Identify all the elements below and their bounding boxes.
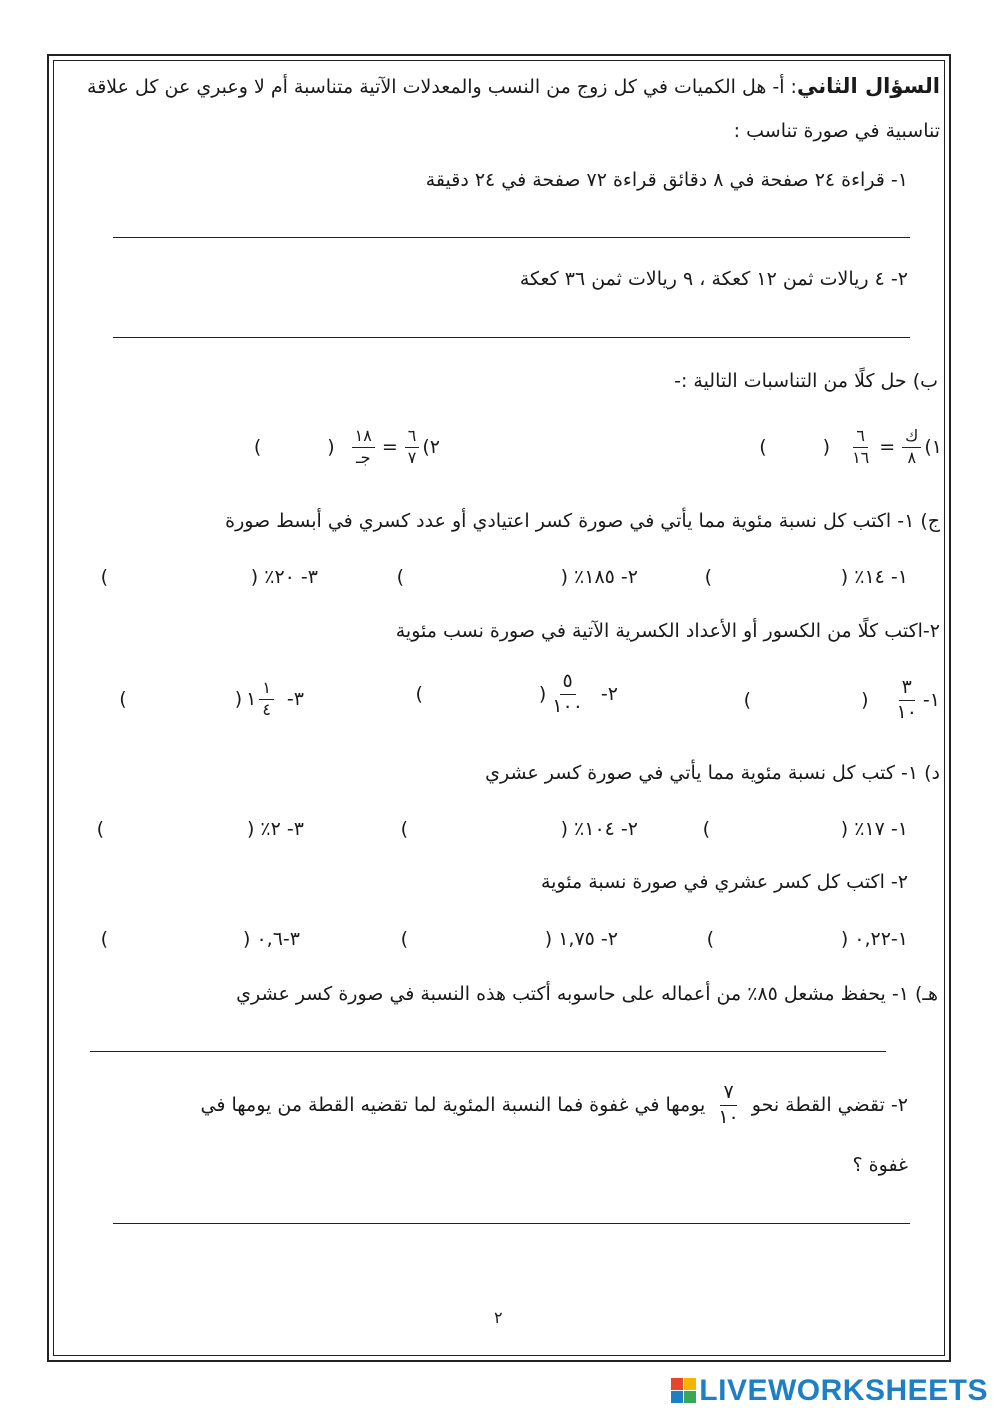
fraction-numerator: ٧ xyxy=(720,1083,736,1106)
proportion-2-lhs-denominator: ٧ xyxy=(407,447,417,467)
fraction-numerator: ١ xyxy=(259,680,274,700)
question-2-intro xyxy=(87,76,940,97)
proportion-2-rhs-numerator: ١٨ xyxy=(352,428,375,448)
proportion-1-answer-box[interactable] xyxy=(767,437,823,457)
part-d-row2-item1-close: ) xyxy=(706,928,714,950)
part-c-row2-item3-answer-box[interactable] xyxy=(127,689,235,709)
proportion-2-answer-box[interactable] xyxy=(261,437,327,457)
part-d-row1-item2-close: ) xyxy=(400,818,408,840)
fraction-numerator: ٣ xyxy=(899,678,915,701)
fraction-denominator: ٤ xyxy=(262,699,271,719)
part-c-row2-item2-answer-box[interactable] xyxy=(423,684,539,704)
part-c-row2-item3-close: ) xyxy=(119,687,127,710)
part-c-row2-item2 xyxy=(415,672,618,717)
proportion-1-answer-open: ( xyxy=(822,435,831,458)
part-c-row2-item1 xyxy=(744,678,940,723)
part-c-row2-item2-close: ) xyxy=(415,682,423,705)
mixed-fraction xyxy=(259,680,274,719)
fraction-denominator: ١٠ xyxy=(718,1105,739,1128)
part-e-q2-fraction xyxy=(715,1083,741,1128)
part-d-sub2-title: ٢- اكتب كل كسر عشري في صورة نسبة مئوية xyxy=(540,871,908,893)
part-c-row2-item2-open: ( xyxy=(538,682,547,705)
fraction-denominator: ١٠٠ xyxy=(552,694,583,717)
proportion-1 xyxy=(759,428,942,467)
proportion-1-lhs-fraction xyxy=(902,428,921,467)
fraction-denominator: ١٠ xyxy=(896,700,917,723)
proportion-2-equals: = xyxy=(381,435,398,458)
answer-line-e1[interactable] xyxy=(90,1051,886,1052)
proportion-1-rhs-denominator: ١٦ xyxy=(852,447,870,467)
part-c-row2-item3 xyxy=(119,680,304,719)
liveworksheets-footer[interactable] xyxy=(671,1374,988,1408)
part-d-row2-item1-text: ١-٠,٢٢ ( xyxy=(840,928,908,950)
part-c-row2-item1-close: ) xyxy=(743,688,752,711)
proportion-1-lhs-denominator: ٨ xyxy=(907,447,917,467)
proportion-2-rhs-denominator: جـ xyxy=(355,447,371,467)
part-d-row1-item1-close: ) xyxy=(702,818,710,840)
part-c-row1-item2-close: ) xyxy=(396,566,404,588)
question-2-intro-text: : أ- هل الكميات في كل زوج من النسب والمعدلات الآتية متناسبة أم لا وعبري عن كل علاقة xyxy=(87,76,797,98)
part-c-sub2-title: ٢-اكتب كلًا من الكسور أو الأعداد الكسرية الآتية في صورة نسب مئوية xyxy=(395,620,940,642)
proportion-2-answer-close: ) xyxy=(253,435,262,458)
proportion-1-rhs-fraction xyxy=(849,428,872,467)
proportion-1-answer-close: ) xyxy=(759,435,767,458)
liveworksheets-logo-icon xyxy=(671,1378,697,1404)
answer-line-e2[interactable] xyxy=(113,1223,910,1224)
proportion-1-rhs-numerator: ٦ xyxy=(853,428,868,448)
part-d-title: د) ١- كتب كل نسبة مئوية مما يأتي في صورة كسر عشري xyxy=(485,762,940,784)
part-d-row1-item2-text: ٢- ١٠٤٪ ( xyxy=(560,818,638,840)
proportion-1-number: ١) xyxy=(924,435,942,458)
part-d-row2-item3-text: ٣-٠,٦ ( xyxy=(243,928,300,950)
part-c-row2-item1-answer-box[interactable] xyxy=(751,690,861,710)
part-c-row2-item1-number: ١- xyxy=(922,688,940,711)
part-c-row2-item3-mixed-number xyxy=(246,680,277,719)
part-c-row2-item1-fraction xyxy=(894,678,920,723)
part-d-row1-item3-close: ) xyxy=(96,818,104,840)
part-d-row2-item2-text: ٢- ١,٧٥ ( xyxy=(544,928,618,950)
page-number: ٢ xyxy=(494,1308,503,1327)
part-c-row2-item2-fraction xyxy=(549,672,586,717)
proportion-1-lhs-numerator: ك xyxy=(902,428,921,448)
part-d-row2-item2-close: ) xyxy=(400,928,408,950)
part-e-q2-text-before: ٢- تقضي القطة نحو xyxy=(751,1093,908,1116)
liveworksheets-brand: LIVEWORKSHEETS xyxy=(699,1374,988,1407)
question-2-intro-line2: تناسبية في صورة تناسب : xyxy=(733,120,940,142)
part-e-q2-line2: غفوة ؟ xyxy=(852,1154,908,1176)
part-c-row2-item3-open: ( xyxy=(234,687,243,710)
part-c-title: ج) ١- اكتب كل نسبة مئوية مما يأتي في صورة كسر اعتيادي أو عدد كسري في أبسط صورة xyxy=(225,510,940,532)
part-b-title: ب) حل كلًا من التناسبات التالية :- xyxy=(674,370,938,392)
part-c-row1-item2-text: ٢- ١٨٥٪ ( xyxy=(560,566,638,588)
part-c-row1-item3-text: ٣- ٢٠٪ ( xyxy=(250,566,318,588)
part-c-row2-item3-number: ٣- xyxy=(286,687,304,710)
proportion-2-lhs-numerator: ٦ xyxy=(405,428,420,448)
part-c-row1-item3-close: ) xyxy=(100,566,108,588)
question-a1: ١- قراءة ٢٤ صفحة في ٨ دقائق قراءة ٧٢ صفحة في ٢٤ دقيقة xyxy=(425,169,908,191)
proportion-2-rhs-fraction xyxy=(352,428,375,467)
part-d-row1-item1-text: ١- ١٧٪ ( xyxy=(840,818,908,840)
question-a2: ٢- ٤ ريالات ثمن ١٢ كعكة ، ٩ ريالات ثمن ٣٦ كعكة xyxy=(519,268,908,290)
proportion-2-answer-open: ( xyxy=(327,435,335,458)
answer-line-a1[interactable] xyxy=(113,237,910,238)
part-e-question-2 xyxy=(201,1083,908,1128)
part-c-row1-item1-text: ١- ١٤٪ ( xyxy=(840,566,908,588)
proportion-1-equals: = xyxy=(879,435,896,458)
answer-line-a2[interactable] xyxy=(113,337,910,338)
proportion-2 xyxy=(254,428,440,467)
part-c-row1-item1-close: ) xyxy=(704,566,712,588)
part-c-row2-item2-number: ٢- xyxy=(600,682,618,705)
part-c-row2-item1-open: ( xyxy=(861,688,869,711)
part-d-row1-item3-text: ٣- ٢٪ ( xyxy=(246,818,304,840)
fraction-numerator: ٥ xyxy=(560,672,576,695)
mixed-whole: ١ xyxy=(246,687,257,710)
part-e-question-1: هـ) ١- يحفظ مشعل ٨٥٪ من أعماله على حاسوبه أكتب هذه النسبة في صورة كسر عشري xyxy=(236,983,938,1005)
question-2-title: السؤال الثاني xyxy=(796,74,940,98)
part-e-q2-text-after: يومها في غفوة فما النسبة المئوية لما تقضيه القطة من يومها في xyxy=(200,1093,706,1116)
proportion-2-lhs-fraction xyxy=(405,428,420,467)
proportion-2-number: ٢) xyxy=(422,435,440,458)
part-d-row2-item3-close: ) xyxy=(100,928,108,950)
